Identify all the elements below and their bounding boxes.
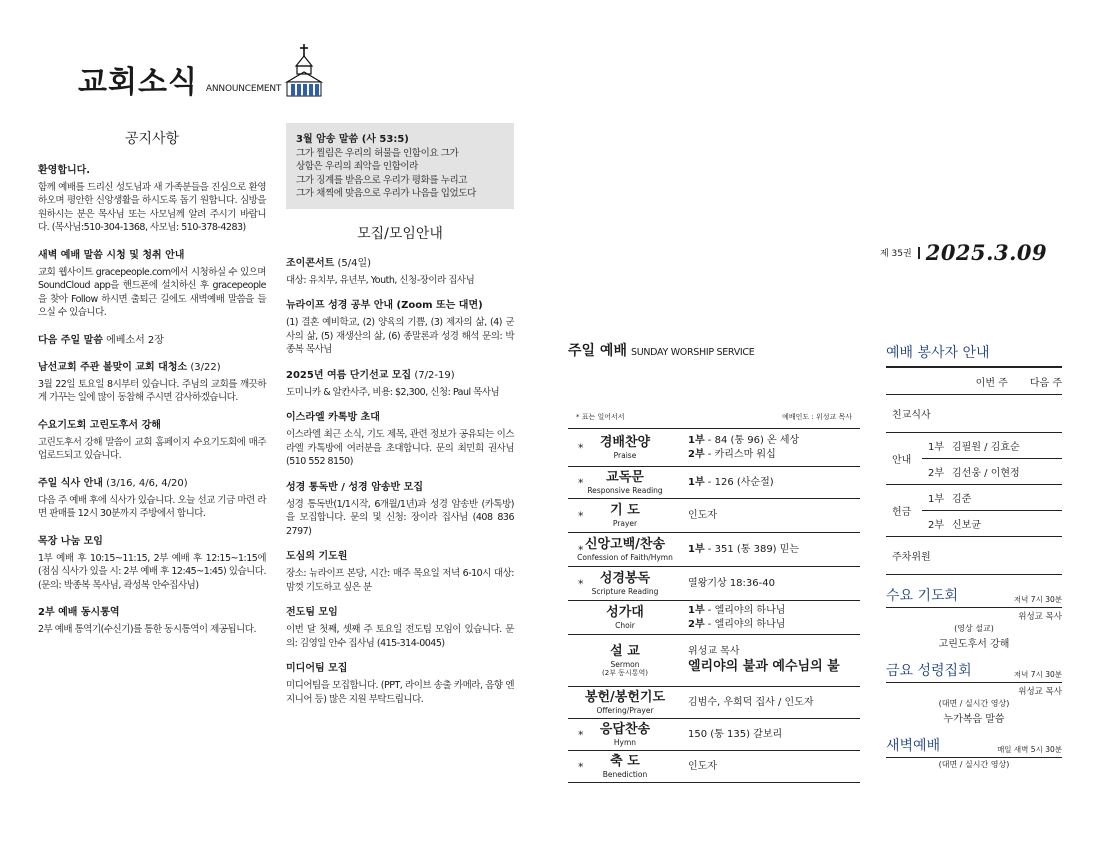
order-item-name: 성가대 Choir xyxy=(606,605,644,630)
notice-body: 고린도후서 강해 말씀이 교회 홈페이지 수요기도회에 매주 업로드되고 있습니다. xyxy=(38,436,266,462)
notice-item xyxy=(286,481,514,538)
order-item-content: 김범수, 우희덕 집사 / 인도자 xyxy=(688,696,814,708)
notice-item xyxy=(286,299,514,356)
order-item-name: * 신앙고백/찬송 Confession of Faith/Hymn xyxy=(577,537,673,562)
worship-meta xyxy=(568,412,860,422)
notice-item xyxy=(38,334,266,347)
notice-title: 조이콘서트 (5/4일) xyxy=(286,257,372,269)
issue-volume: 제 35권 xyxy=(880,249,912,259)
notice-body: 3월 22일 토요일 8시부터 있습니다. 주님의 교회를 깨끗하게 가꾸는 일에 많이 동참해 주시면 감사하겠습니다. xyxy=(38,378,266,404)
order-item-content: 인도자 xyxy=(688,509,717,521)
servers-title: 예배 봉사자 안내 xyxy=(886,345,990,361)
offering-row-1: 1부 김준 xyxy=(922,485,1062,511)
worship-title xyxy=(568,340,860,360)
order-item-content: 1부 - 351 (통 389) 믿는 xyxy=(688,543,800,555)
notice-body: 1부 예배 후 10:15~11:15, 2부 예배 후 12:15~1:15에 (점심 식사가 있을 시: 2부 예배 후 12:45~1:45) 있습니다. (문의: 박종복 목사님, 곽성복 안수집사님) xyxy=(38,552,266,591)
notice-item xyxy=(286,369,514,399)
order-item-name: 설 교 Sermon (2부 동시통역) xyxy=(602,644,648,677)
standing-star: * xyxy=(578,441,584,454)
memory-verse-text: 그가 찔림은 우리의 허물을 인함이요 그가 상함은 우리의 죄악을 인함이라 그가 징계를 받음으로 우리가 평화를 누리고 그가 채찍에 맞음으로 우리가 나음을 입었도다 xyxy=(296,148,476,200)
order-item-content: 1부 - 84 (통 96) 온 세상 2부 - 카리스마 워십 xyxy=(688,435,800,460)
servers-panel xyxy=(886,342,1062,770)
order-row xyxy=(568,635,860,687)
servers-row-usher: 안내 1부 김필원 / 김효순 2부 김선웅 / 이현정 xyxy=(886,433,1062,485)
service-block xyxy=(886,735,1062,770)
notice-item xyxy=(286,550,514,594)
order-item-name: * 성경봉독 Scripture Reading xyxy=(578,571,659,596)
memory-verse-title: 3월 암송 말씀 (사 53:5) xyxy=(296,134,409,145)
notice-body: 이번 달 첫째, 셋째 주 토요일 전도팀 모임이 있습니다. 문의: 김영일 안수 집사님 (415-314-0045) xyxy=(286,624,514,649)
order-item-content: 1부 - 엘리야의 하나님 2부 - 엘리야의 하나님 xyxy=(688,605,786,630)
this-week-header: 이번 주 xyxy=(975,378,1008,389)
notice-body: 장소: 뉴라이프 본당, 시간: 매주 목요일 저녁 6-10시 대상: 맘껏 기도하고 싶은 분 xyxy=(286,568,514,593)
order-table xyxy=(568,428,860,783)
gatherings-heading: 모집/모임안내 xyxy=(357,225,443,242)
service-format: (대면 / 실시간 영상) xyxy=(938,699,1010,708)
notice-item xyxy=(286,257,514,287)
page-subtitle: ANNOUNCEMENT xyxy=(205,84,282,94)
order-row xyxy=(568,567,860,601)
issue-info xyxy=(880,240,1047,265)
order-row xyxy=(568,687,860,719)
notice-item xyxy=(286,662,514,706)
service-name: 수요 기도회 xyxy=(886,588,959,604)
order-item-name: * 기 도 Prayer xyxy=(578,503,640,528)
standing-note: * 표는 일어서서 xyxy=(576,413,625,421)
service-time: 매일 새벽 5시 30분 xyxy=(997,745,1062,754)
order-item-content: 열왕기상 18:36-40 xyxy=(688,577,775,589)
standing-star: * xyxy=(578,760,584,773)
issue-date: 2025.3.09 xyxy=(925,240,1048,265)
order-row xyxy=(568,467,860,499)
service-preacher: 위성교 목사 xyxy=(1018,687,1062,697)
standing-star: * xyxy=(578,577,584,590)
notices-heading: 공지사항 xyxy=(124,131,180,147)
notice-body: 다음 주 예배 후에 식사가 있습니다. 오늘 선교 기금 마련 라면 판매를 12시 30분까지 주방에서 합니다. xyxy=(38,494,266,520)
servers-table xyxy=(886,366,1062,575)
order-item-name: 봉헌/봉헌기도 Offering/Prayer xyxy=(584,690,666,715)
notice-body: 함께 예배를 드리신 성도님과 새 가족분들을 진심으로 환영하오며 평안한 신앙생활을 하시도록 돕기 원합니다. 심방을 원하시는 분은 목사님 또는 사모님께 알려 주시기 바랍니다. (목사님:510-304-1368, 사모님: 510-378-4283) xyxy=(38,182,266,234)
servers-table-header xyxy=(886,368,1062,395)
servers-row-parking: 주차위원 xyxy=(892,552,931,563)
notice-title: 새벽 예배 말씀 시청 및 청취 안내 xyxy=(38,249,185,261)
order-row xyxy=(568,499,860,533)
notice-title: 도심의 기도원 xyxy=(286,551,348,563)
service-topic: 고린도후서 강해 xyxy=(938,639,1010,650)
order-item-name: * 경배찬양 Praise xyxy=(578,435,651,460)
notice-item xyxy=(38,361,266,405)
offering-row-2: 2부 신보균 xyxy=(928,520,981,531)
notice-body: 대상: 유치부, 유년부, Youth, 신청-장이라 집사님 xyxy=(286,274,475,286)
order-item-content: 150 (통 135) 갈보리 xyxy=(688,728,783,740)
memory-verse-box xyxy=(286,123,514,209)
notice-item xyxy=(38,164,266,235)
notice-body: (1) 결혼 예비학교, (2) 양육의 기쁨, (3) 제자의 삶, (4) 군사의 삶, (5) 재생산의 삶, (6) 종말론과 성경 해석 문의: 박종복 목사님 xyxy=(286,317,514,356)
order-row xyxy=(568,719,860,751)
service-name: 금요 성령집회 xyxy=(886,663,972,679)
notice-title: 목장 나눔 모임 xyxy=(38,535,103,547)
notice-title: 다음 주일 말씀 에베소서 2장 xyxy=(38,334,164,346)
notice-title: 환영합니다. xyxy=(38,165,91,176)
service-name: 새벽예배 xyxy=(886,738,941,754)
order-item-content: 1부 - 126 (사순절) xyxy=(688,476,774,488)
standing-star: * xyxy=(578,509,584,522)
order-row xyxy=(568,751,860,783)
page-title: 교회소식 xyxy=(78,65,198,100)
standing-star: * xyxy=(578,476,584,489)
notice-body: 교회 웹사이트 gracepeople.com에서 시청하실 수 있으며 SoundCloud app을 핸드폰에 설치하신 후 gracepeople을 찾아 Follow 하시면 출퇴근 길에도 새벽예배 말씀을 들으실 수 있습니다. xyxy=(38,266,266,319)
notice-title: 주일 식사 안내 (3/16, 4/6, 4/20) xyxy=(38,477,188,489)
notice-title: 2025년 여름 단기선교 모집 (7/2-19) xyxy=(286,369,455,381)
notice-item xyxy=(38,419,266,463)
sermon-title: 엘리야의 불과 예수님의 불 xyxy=(688,659,840,675)
order-item-content: 위성교 목사 엘리야의 불과 예수님의 불 xyxy=(682,645,860,676)
order-item-name: * 축 도 Benediction xyxy=(578,754,648,779)
servers-row-offering: 헌금 1부 김준 2부 신보균 xyxy=(886,485,1062,537)
servers-row-welcome: 친교식사 xyxy=(886,395,1062,433)
notice-body: 성경 통독반(1/1시작, 6개월/1년)과 성경 암송반 (카톡방)을 모집합니다. 문의 및 신청: 장이라 집사님 (408 836 2797) xyxy=(286,498,514,537)
notice-item xyxy=(38,477,266,521)
page-header xyxy=(78,42,325,98)
notice-item xyxy=(286,606,514,650)
order-row xyxy=(568,533,860,567)
notice-title: 성경 통독반 / 성경 암송반 모집 xyxy=(286,481,423,493)
order-row xyxy=(568,429,860,467)
notice-body: 미디어팀을 모집합니다. (PPT, 라이브 송출 카메라, 음향 엔지니어 등) 많은 지원 부탁드립니다. xyxy=(286,680,514,705)
service-format: (대면 / 실시간 영상) xyxy=(938,760,1010,769)
notice-title: 2부 예배 동시통역 xyxy=(38,607,120,619)
service-block xyxy=(886,585,1062,650)
church-icon xyxy=(283,42,325,98)
notice-body: 도미니카 & 알칸사주, 비용: $2,300, 신청: Paul 목사님 xyxy=(286,386,500,398)
service-time: 저녁 7시 30분 xyxy=(1013,595,1062,604)
issue-divider xyxy=(918,247,920,259)
usher-row-1: 1부 김필원 / 김효순 xyxy=(922,433,1062,459)
next-week-header: 다음 주 xyxy=(1029,378,1062,389)
standing-star: * xyxy=(578,543,584,556)
worship-title-ko: 주일 예배 xyxy=(568,343,627,359)
notice-title: 남선교회 주관 볼맞이 교회 대청소 (3/22) xyxy=(38,361,221,373)
notice-item xyxy=(286,411,514,468)
notice-body: 이스라엘 최근 소식, 기도 제목, 관련 정보가 공유되는 이스라엘 카톡방에 여러분을 초대합니다. 문의 최민희 권사님(510 552 8150) xyxy=(286,429,514,468)
service-block xyxy=(886,660,1062,725)
order-item-name: * 응답찬송 Hymn xyxy=(578,722,651,747)
usher-row-2: 2부 김선웅 / 이현정 xyxy=(928,468,1020,479)
notice-body: 2부 예배 통역기(수신기)를 통한 동시통역이 제공됩니다. xyxy=(38,624,256,636)
notices-column xyxy=(38,128,266,651)
order-item-content: 인도자 xyxy=(688,760,717,772)
order-item-name: * 교독문 Responsive Reading xyxy=(578,470,663,495)
notice-title: 수요기도회 고린도후서 강해 xyxy=(38,419,161,431)
worship-order xyxy=(568,340,860,783)
notice-title: 전도팀 모임 xyxy=(286,607,338,619)
notice-item xyxy=(38,535,266,592)
gatherings-column xyxy=(286,123,514,718)
service-time: 저녁 7시 30분 xyxy=(1013,670,1062,679)
notice-title: 뉴라이프 성경 공부 안내 (Zoom 또는 대면) xyxy=(286,300,483,312)
notice-title: 이스라엘 카톡방 초대 xyxy=(286,412,380,424)
service-topic: 누가복음 말씀 xyxy=(943,714,1005,725)
notice-title: 미디어팀 모집 xyxy=(286,663,348,675)
notice-item xyxy=(38,606,266,636)
service-format: (영상 설교) xyxy=(954,624,994,633)
service-preacher: 위성교 목사 xyxy=(1018,612,1062,622)
worship-title-en: SUNDAY WORSHIP SERVICE xyxy=(630,347,755,358)
notice-item xyxy=(38,249,266,320)
order-row xyxy=(568,601,860,635)
worship-leader: 예배인도 : 위성교 목사 xyxy=(782,413,852,421)
standing-star: * xyxy=(578,728,584,741)
